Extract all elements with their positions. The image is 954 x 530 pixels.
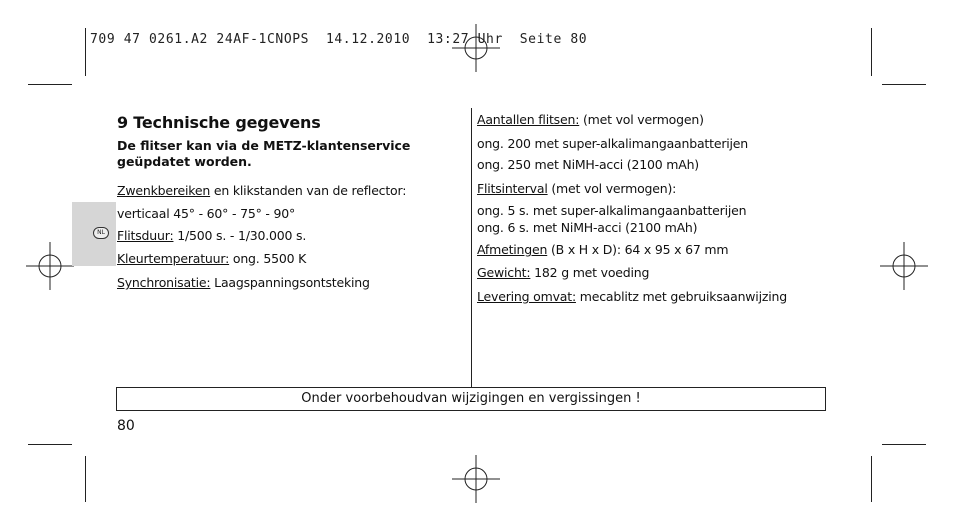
spec-label: Afmetingen xyxy=(477,242,548,257)
crop-mark-bottom-left-h xyxy=(28,444,72,445)
crop-mark-bottom-right-h xyxy=(882,444,926,445)
crop-mark-top-left-v xyxy=(85,28,86,76)
spec-value: en klikstanden van de reflector: xyxy=(210,183,407,198)
registration-mark-left xyxy=(26,242,74,290)
section-subtitle: De flitser kan via de METZ-klantenservice geüpdatet worden. xyxy=(117,138,411,169)
spec-delivery xyxy=(477,289,787,304)
nl-language-badge-icon: NL xyxy=(93,227,109,239)
crop-mark-top-right-h xyxy=(882,84,926,85)
spec-label: Aantallen flitsen: xyxy=(477,112,580,127)
page-number: 80 xyxy=(117,418,135,434)
crop-mark-top-right-v xyxy=(871,28,872,76)
spec-value: mecablitz met gebruiksaanwijzing xyxy=(575,289,787,304)
spec-label: Flitsinterval xyxy=(477,181,548,196)
crop-mark-bottom-left-v xyxy=(85,456,86,502)
spec-color-temperature xyxy=(117,251,306,266)
spec-label: Levering omvat: xyxy=(477,289,576,304)
spec-label: Kleurtemperatuur: xyxy=(117,251,230,266)
spec-flash-interval-line: ong. 5 s. met super-alkalimangaanbatterijen xyxy=(477,203,747,218)
spec-value: (B x H x D): 64 x 95 x 67 mm xyxy=(547,242,729,257)
spec-note: (met vol vermogen) xyxy=(579,112,704,127)
crop-mark-top-left-h xyxy=(28,84,72,85)
spec-vertical: verticaal 45° - 60° - 75° - 90° xyxy=(117,206,296,221)
spec-flash-interval-line: ong. 6 s. met NiMH-acci (2100 mAh) xyxy=(477,220,698,235)
spec-flash-duration xyxy=(117,228,306,243)
spec-label: Flitsduur: xyxy=(117,228,174,243)
spec-value: Laagspanningsontsteking xyxy=(210,275,370,290)
registration-mark-top xyxy=(452,24,500,72)
section-title: 9 Technische gegevens xyxy=(117,113,321,132)
spec-value: 1/500 s. - 1/30.000 s. xyxy=(173,228,307,243)
spec-value: ong. 5500 K xyxy=(229,251,307,266)
spec-flash-count xyxy=(477,112,704,127)
registration-mark-bottom xyxy=(452,455,500,503)
spec-label: Synchronisatie: xyxy=(117,275,211,290)
spec-value: 182 g met voeding xyxy=(530,265,650,280)
spec-flash-count-line: ong. 250 met NiMH-acci (2100 mAh) xyxy=(477,157,699,172)
column-divider xyxy=(471,108,472,388)
spec-weight xyxy=(477,265,649,280)
registration-mark-right xyxy=(880,242,928,290)
spec-note: (met vol vermogen): xyxy=(547,181,677,196)
spec-label: Zwenkbereiken xyxy=(117,183,211,198)
spec-label: Gewicht: xyxy=(477,265,531,280)
spec-synchronisation xyxy=(117,275,370,290)
spec-dimensions xyxy=(477,242,728,257)
crop-mark-bottom-right-v xyxy=(871,456,872,502)
spec-flash-count-line: ong. 200 met super-alkalimangaanbatterijen xyxy=(477,136,749,151)
print-header-slug: 709 47 0261.A2 24AF-1CNOPS 14.12.2010 13:27 Uhr Seite 80 xyxy=(90,32,588,47)
spec-swivel-range xyxy=(117,183,406,198)
footer-notice: Onder voorbehoudvan wijzigingen en vergissingen ! xyxy=(116,387,826,411)
spec-flash-interval xyxy=(477,181,676,196)
